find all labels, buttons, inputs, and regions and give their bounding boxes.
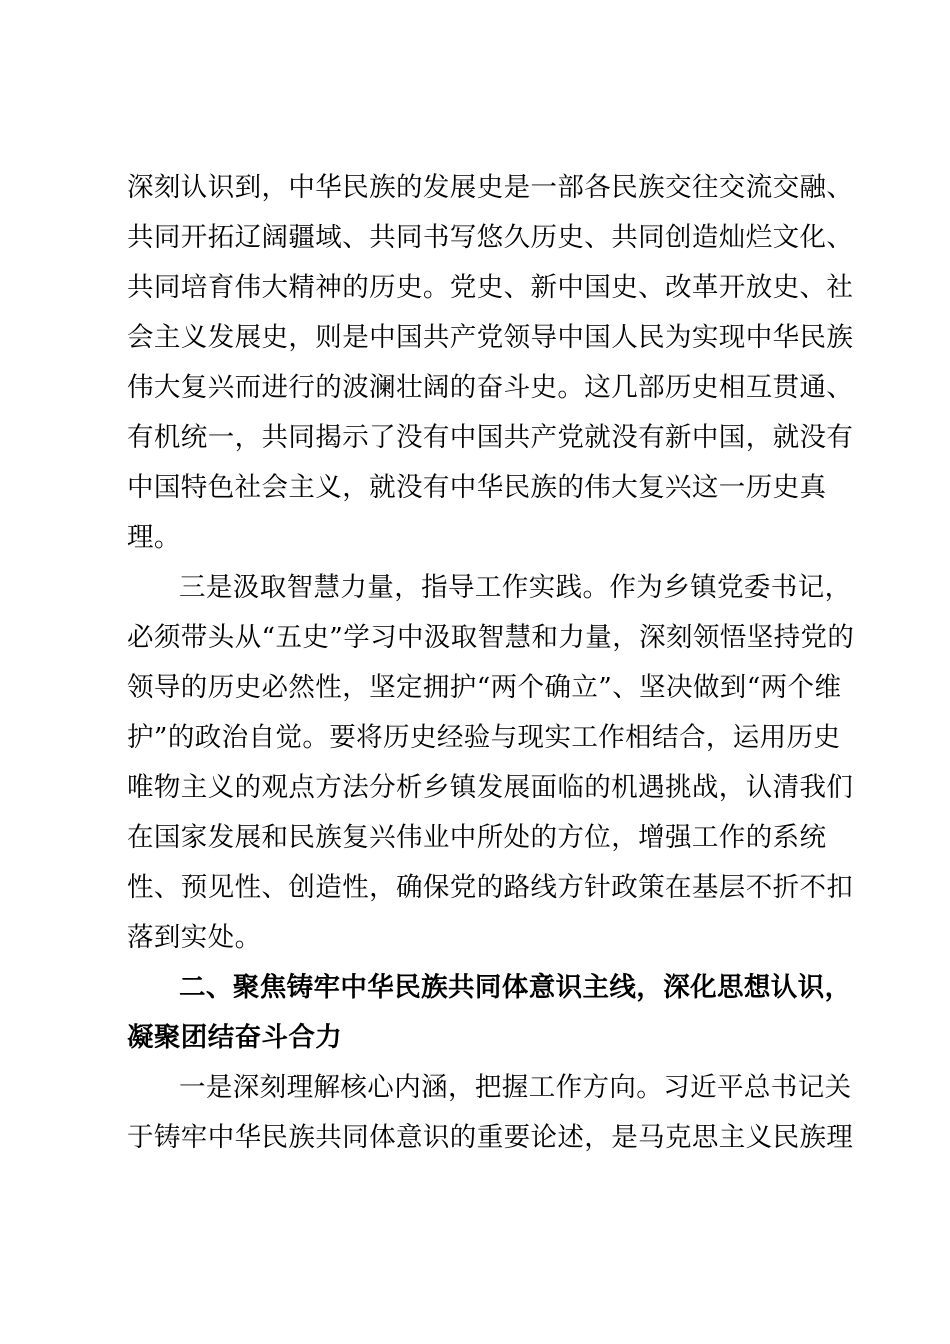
body-line: 在国家发展和民族复兴伟业中所处的方位，增强工作的系统 bbox=[127, 822, 827, 853]
body-line: 伟大复兴而进行的波澜壮阔的奋斗史。这几部历史相互贯通、 bbox=[127, 372, 854, 403]
body-line: 必须带头从“五史”学习中汲取智慧和力量，深刻领悟坚持党的 bbox=[127, 622, 855, 653]
body-line: 领导的历史必然性，坚定拥护“两个确立”、坚决做到“两个维 bbox=[127, 672, 842, 703]
body-line: 共同开拓辽阔疆域、共同书写悠久历史、共同创造灿烂文化、 bbox=[127, 222, 854, 253]
body-line: 于铸牢中华民族共同体意识的重要论述，是马克思主义民族理 bbox=[127, 1122, 854, 1153]
section-heading-line: 二、聚焦铸牢中华民族共同体意识主线，深化思想认识， bbox=[179, 972, 852, 1003]
body-line: 性、预见性、创造性，确保党的路线方针政策在基层不折不扣 bbox=[127, 872, 854, 903]
body-line: 三是汲取智慧力量，指导工作实践。作为乡镇党委书记， bbox=[179, 572, 852, 603]
body-line: 中国特色社会主义，就没有中华民族的伟大复兴这一历史真 bbox=[127, 472, 827, 503]
body-line: 有机统一，共同揭示了没有中国共产党就没有新中国，就没有 bbox=[127, 422, 854, 453]
body-line: 共同培育伟大精神的历史。党史、新中国史、改革开放史、社 bbox=[127, 272, 854, 303]
body-line: 唯物主义的观点方法分析乡镇发展面临的机遇挑战，认清我们 bbox=[127, 772, 854, 803]
body-line: 护”的政治自觉。要将历史经验与现实工作相结合，运用历史 bbox=[127, 722, 841, 753]
body-line: 会主义发展史，则是中国共产党领导中国人民为实现中华民族 bbox=[127, 322, 854, 353]
body-line: 落到实处。 bbox=[127, 922, 262, 953]
body-line: 一是深刻理解核心内涵，把握工作方向。习近平总书记关 bbox=[179, 1072, 852, 1103]
body-line: 理。 bbox=[127, 522, 181, 553]
body-line: 深刻认识到，中华民族的发展史是一部各民族交往交流交融、 bbox=[127, 172, 854, 203]
section-heading-line: 凝聚团结奋斗合力 bbox=[127, 1022, 343, 1053]
